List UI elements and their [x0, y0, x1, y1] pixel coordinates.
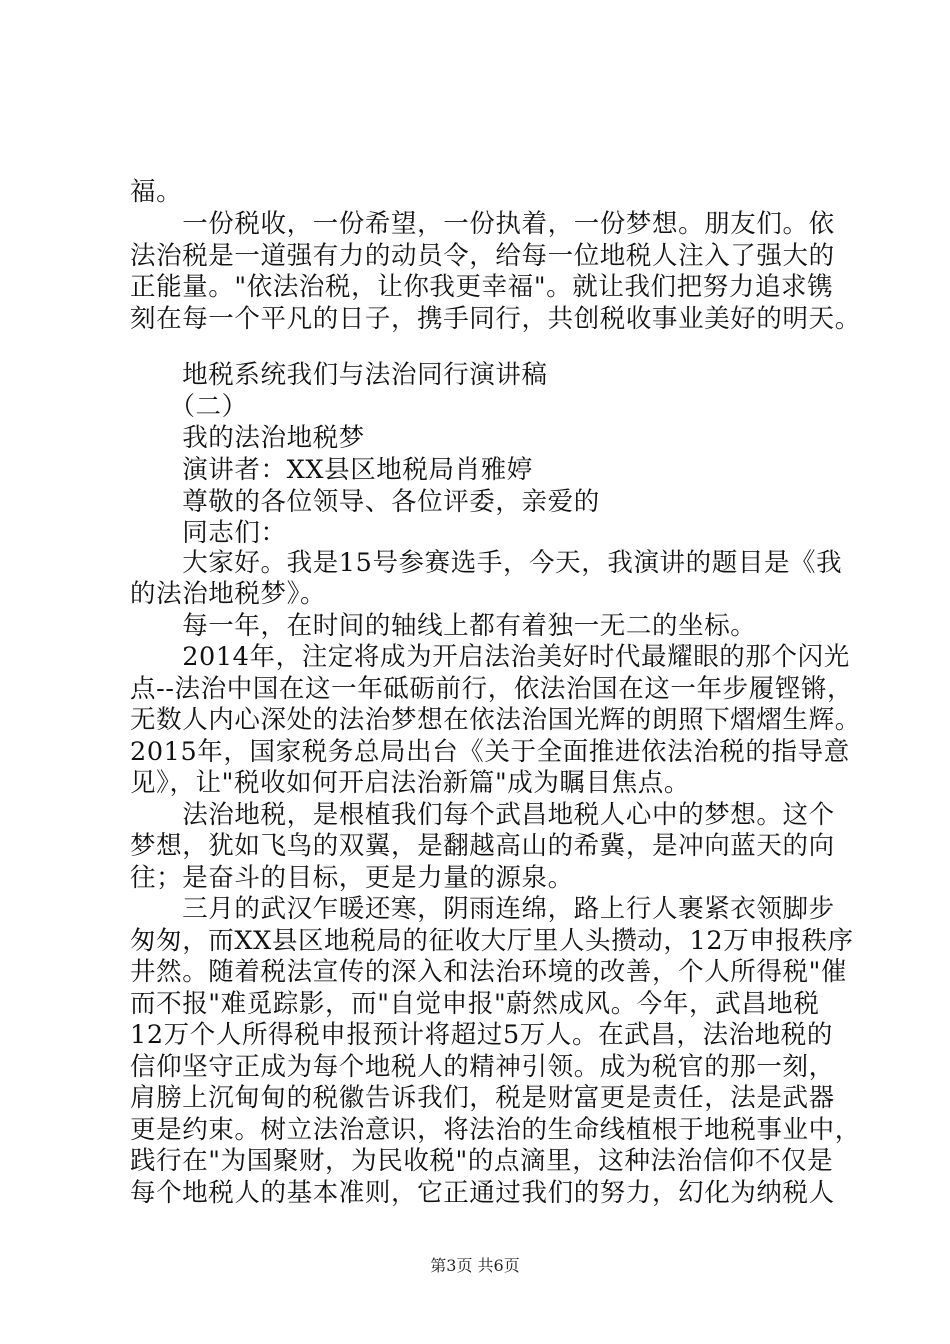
text-line: 正能量。"依法治税，让你我更幸福"。就让我们把努力追求镌	[130, 272, 834, 302]
speech-title: 我的法治地税梦	[130, 423, 365, 453]
salutation-line: 尊敬的各位领导、各位评委，亲爱的	[130, 487, 600, 517]
text-line: 每个地税人的基本准则，它正通过我们的努力，幻化为纳税人	[130, 1178, 835, 1208]
page-footer: 第3页 共6页	[430, 1256, 520, 1275]
text-line: 往；是奋斗的目标，更是力量的源泉。	[130, 863, 574, 893]
section-number: （二）	[130, 392, 248, 422]
text-line: 每一年，在时间的轴线上都有着独一无二的坐标。	[130, 611, 757, 641]
text-line: 一份税收，一份希望，一份执着，一份梦想。朋友们。依	[130, 209, 835, 239]
text-line: 梦想，犹如飞鸟的双翼，是翻越高山的希冀，是冲向蓝天的向	[130, 831, 835, 861]
text-line: 福。	[130, 177, 183, 207]
section-title: 地税系统我们与法治同行演讲稿	[130, 360, 548, 390]
speaker-line: 演讲者：XX县区地税局肖雅婷	[130, 455, 533, 485]
text-line: 信仰坚守正成为每个地税人的精神引领。成为税官的那一刻，	[130, 1052, 835, 1082]
text-line: 而不报"难觅踪影，而"自觉申报"蔚然成风。今年，武昌地税	[130, 989, 820, 1019]
text-line: 12万个人所得税申报预计将超过5万人。在武昌，法治地税的	[130, 1020, 833, 1050]
text-line: 井然。随着税法宣传的深入和法治环境的改善，个人所得税"催	[130, 957, 848, 987]
text-line: 2014年，注定将成为开启法治美好时代最耀眼的那个闪光	[130, 642, 850, 672]
text-line: 法治地税，是根植我们每个武昌地税人心中的梦想。这个	[130, 800, 835, 830]
text-line: 无数人内心深处的法治梦想在依法治国光辉的朗照下熠熠生辉。	[130, 705, 861, 735]
text-line: 2015年，国家税务总局出台《关于全面推进依法治税的指导意	[130, 737, 850, 767]
text-line: 见》，让"税收如何开启法治新篇"成为瞩目焦点。	[130, 768, 691, 798]
text-line: 肩膀上沉甸甸的税徽告诉我们，税是财富更是责任，法是武器	[130, 1083, 835, 1113]
salutation-line: 同志们：	[130, 518, 287, 548]
text-line: 践行在"为国聚财，为民收税"的点滴里，这种法治信仰不仅是	[130, 1146, 834, 1176]
text-line: 大家好。我是15号参赛选手，今天，我演讲的题目是《我	[130, 548, 843, 578]
text-line: 三月的武汉乍暖还寒，阴雨连绵，路上行人裹紧衣领脚步	[130, 894, 835, 924]
text-line: 的法治地税梦》。	[130, 579, 327, 609]
text-line: 刻在每一个平凡的日子，携手同行，共创税收事业美好的明天。	[130, 304, 861, 334]
text-line: 更是约束。树立法治意识，将法治的生命线植根于地税事业中，	[130, 1115, 861, 1145]
text-line: 法治税是一道强有力的动员令，给每一位地税人注入了强大的	[130, 241, 835, 271]
text-line: 点--法治中国在这一年砥砺前行，依法治国在这一年步履铿锵，	[130, 674, 854, 704]
text-line: 匆匆，而XX县区地税局的征收大厅里人头攒动，12万申报秩序	[130, 926, 854, 956]
